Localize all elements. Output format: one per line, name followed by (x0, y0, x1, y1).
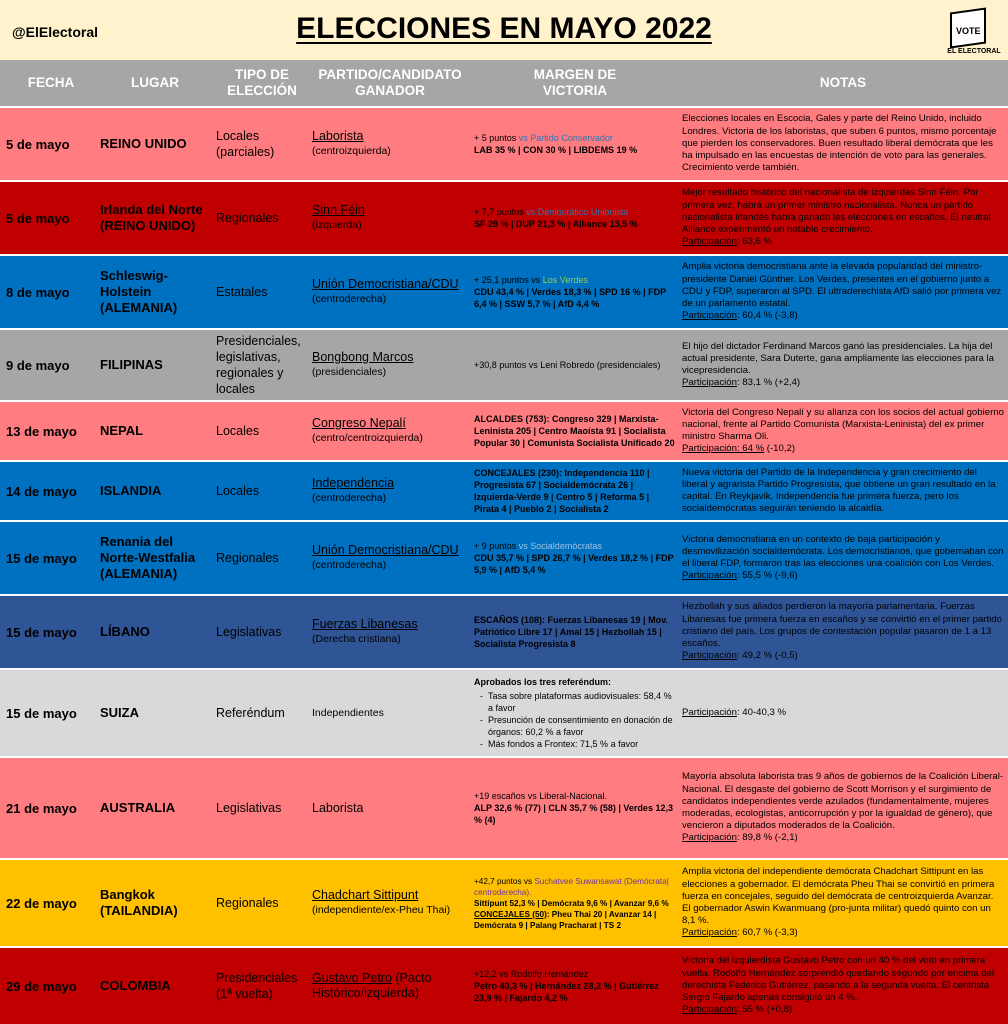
row-notes (682, 402, 1004, 460)
row-party (312, 462, 468, 520)
party-name: Gustavo Petro (312, 971, 392, 985)
referendum-item: - Tasa sobre plataformas audiovisuales: 58,4 % a favor (488, 690, 676, 714)
table-row (0, 668, 1008, 756)
participation-label: Participación (682, 650, 737, 662)
party-sub: (centroderecha) (312, 559, 387, 571)
margin-results: CDU 43,4 % | Verdes 18,3 % | SPD 16 % | FDP 6,4 % | SSW 5,7 % | AfD 4,4 % (474, 287, 666, 309)
participation-label: Participación (682, 927, 737, 939)
participation-value: : 60,4 % (-3,8) (736, 310, 798, 322)
margin-line1: + 7,7 puntos (474, 207, 527, 217)
party-sub: (independiente/ex-Pheu Thai) (312, 904, 451, 916)
ballot-box-logo (944, 4, 1004, 58)
row-notes (682, 522, 1004, 594)
party-sub: (centroizquierda) (312, 145, 391, 157)
referendum-item: - Más fondos a Frontex: 71,5 % a favor (488, 738, 676, 750)
margin-results: Petro 40,3 % | Hernández 28,2 % | Gutiérrez 23,9 % | Fajardo 4,2 % (474, 981, 659, 1003)
row-margin (474, 522, 676, 594)
table-header (0, 60, 1008, 106)
participation-label: Participación (682, 832, 737, 844)
margin-results: SF 29 % | DUP 21,3 % | Alliance 13,5 % (474, 219, 638, 229)
table-row (0, 180, 1008, 254)
row-type: Locales (216, 484, 260, 498)
row-margin (474, 330, 676, 400)
party-sub: (presidenciales) (312, 366, 387, 378)
margin-results: ALCALDES (753): Congreso 329 | Marxista-Leninista 205 | Centro Maoísta 91 | Socialista Popular 30 | Comunista Socialista Unificado 20 (474, 414, 675, 448)
table-row (0, 328, 1008, 400)
margin-line1: + 5 puntos (474, 133, 519, 143)
row-party (312, 256, 468, 328)
party-name: Congreso Nepalí (312, 416, 406, 430)
row-party (312, 330, 468, 400)
row-notes (682, 596, 1004, 668)
councillors-results: : Pheu Thai 20 | Avanzar 14 | Demócrata 9 | Palang Pracharat | TS 2 (474, 909, 657, 930)
logo-vote-label: VOTE (956, 26, 981, 36)
row-notes (682, 462, 1004, 520)
party-sub: (Derecha cristiana) (312, 633, 401, 645)
party-sub: (centro/centroizquierda) (312, 432, 423, 444)
col-party: PARTIDO/CANDIDATO GANADOR (318, 67, 462, 98)
row-margin (474, 860, 676, 946)
margin-results: Sittipunt 52,3 % | Demócrata 9,6 % | Avanzar 9,6 % (474, 898, 669, 908)
row-type: Legislativas (216, 801, 282, 815)
notes-text: Nueva victoria del Partido de la Independencia y gran crecimiento del liberal y agrarista Partido Progresista, que obtiene un gran resultado en la capital. En Reykjavik, Independencia fue primera fuerza, pero los socialdemócratas seguirán teniendo la alcaldía. (682, 466, 996, 515)
row-date: 21 de mayo (6, 800, 77, 816)
notes-text: Elecciones locales en Escocia, Gales y parte del Reino Unido, incluido Londres. Victoria de los laboristas, que suben 6 puntos, mismo porcentaje que pierden los conservadores. Buen resultado liberal demócrata que les ha impulsado en las encuestas de intención de voto para las generales. Crecimiento verde también. (682, 113, 997, 174)
participation-value: : 55 % (+0,8) (736, 1004, 793, 1016)
row-type: Locales (parciales) (216, 129, 275, 159)
row-notes (682, 330, 1004, 400)
party-name: Independientes (312, 706, 384, 719)
participation-value: : 60,7 % (-3,3) (736, 927, 798, 939)
row-date: 29 de mayo (6, 978, 77, 994)
party-sub: (Pacto Histórico/izquierda) (312, 971, 432, 1000)
row-party (312, 758, 468, 858)
participation-label: Participación (682, 310, 737, 322)
margin-line1: +30,8 puntos vs Leni Robredo (presidenciales) (474, 360, 661, 370)
row-place: Renania del Norte-Westfalia (ALEMANIA) (100, 534, 196, 581)
councillors-label: CONCEJALES (50) (474, 909, 547, 919)
party-name: Laborista (312, 800, 364, 815)
row-date: 22 de mayo (6, 895, 77, 911)
row-type: Presidenciales, legislativas, regionales y locales (216, 334, 301, 396)
row-notes (682, 860, 1004, 946)
row-type: Regionales (216, 551, 279, 565)
row-place: FILIPINAS (100, 357, 163, 372)
table-row (0, 594, 1008, 668)
row-margin (474, 758, 676, 858)
row-type: Estatales (216, 285, 268, 299)
row-place: LÍBANO (100, 624, 150, 639)
row-margin (474, 462, 676, 520)
margin-line1: + 9 puntos (474, 541, 519, 551)
row-party (312, 182, 468, 254)
row-date: 9 de mayo (6, 357, 70, 373)
col-notes: NOTAS (819, 75, 867, 90)
row-margin (474, 402, 676, 460)
row-type: Legislativas (216, 625, 282, 639)
table-row (0, 106, 1008, 180)
col-date: FECHA (27, 75, 75, 90)
party-sub: (centroderecha) (312, 492, 387, 504)
row-margin (474, 108, 676, 180)
row-party (312, 860, 468, 946)
row-place: ISLANDIA (100, 483, 162, 498)
table-row (0, 254, 1008, 328)
party-name: Fuerzas Libanesas (312, 617, 418, 631)
notes-text: Mayoría absoluta laborista tras 9 años de gobiernos de la Coalición Liberal-Nacional. El desgaste del gobierno de Scott Morrison y el surgimiento de candidatos independientes verde azulados (fundamentalmente, mujeres moderadas, ecologistas, anticorrupción y por la igualdad de género), que vencieron a diputados moderados de la Coalición. (682, 771, 1004, 832)
participation-value: : 40-40,3 % (736, 706, 787, 718)
margin-results: CDU 35,7 % | SPD 26,7 % | Verdes 18,2 % | FDP 5,9 % | AfD 5,4 % (474, 553, 674, 575)
row-margin (474, 948, 676, 1024)
margin-results: ESCAÑOS (108): Fuerzas Libanesas 19 | Mov. Patriótico Libre 17 | Amal 15 | Hezbollah 15 | Socialista Progresista 8 (474, 615, 668, 649)
row-place: Bangkok (TAILANDIA) (100, 887, 178, 918)
row-place: Schleswig-Holstein (ALEMANIA) (100, 268, 178, 315)
margin-line1: +12,2 vs Rodolfo Hernández (474, 969, 589, 979)
participation-label: Participación: 64 % (682, 443, 765, 455)
col-place: LUGAR (131, 75, 179, 90)
party-name: Chadchart Sittipunt (312, 888, 419, 902)
logo-text: EL ELECTORAL (947, 48, 1001, 55)
row-place: NEPAL (100, 423, 144, 438)
notes-text: Amplia victoria democristiana ante la elevada popularidad del ministro-presidente Daniel Günther. Los Verdes, presentes en el gobierno junto a CDU y FDP, superaron al SPD. El ultraderechista AfD salió por primera vez de un parlamento estatal. (682, 261, 1002, 310)
participation-label: Participación (682, 236, 737, 248)
row-margin (474, 182, 676, 254)
row-date: 13 de mayo (6, 423, 77, 439)
row-party (312, 402, 468, 460)
participation-value: (-10,2) (764, 443, 796, 455)
notes-text: Victoria del Congreso Nepalí y su alianza con los socios del actual gobierno nacional, frente al Partido Comunista (Marxista-Leninista) del ex primer ministro Sharma Oli. (682, 406, 1004, 442)
row-party (312, 522, 468, 594)
referendum-item: - Presunción de consentimiento en donación de órganos: 60,2 % a favor (488, 714, 676, 738)
col-margin: MARGEN DE VICTORIA (533, 67, 617, 98)
party-sub: (centroderecha) (312, 293, 387, 305)
row-notes (682, 948, 1004, 1024)
participation-value: : 89,8 % (-2,1) (736, 832, 798, 844)
participation-label: Participación (682, 570, 737, 582)
table-row (0, 858, 1008, 946)
participation-label: Participación (682, 377, 737, 389)
row-date: 5 de mayo (6, 210, 70, 226)
row-type: Presidenciales (1ª vuelta) (216, 971, 298, 1001)
table-row (0, 520, 1008, 594)
table-row (0, 756, 1008, 858)
row-date: 15 de mayo (6, 550, 77, 566)
party-name: Unión Democristiana/CDU (312, 543, 459, 557)
row-place: Irlanda del Norte (REINO UNIDO) (100, 202, 203, 233)
row-place: COLOMBIA (100, 978, 171, 993)
row-notes (682, 256, 1004, 328)
table-row (0, 400, 1008, 460)
row-margin (474, 596, 676, 668)
row-date: 15 de mayo (6, 705, 77, 721)
table-row (0, 946, 1008, 1024)
margin-line1: +42,7 puntos vs (474, 876, 535, 886)
margin-line1: + 25,1 puntos vs (474, 275, 543, 285)
row-type: Regionales (216, 211, 279, 225)
margin-opponent: vs Democrático Unionista (526, 207, 629, 217)
participation-value: : 83,1 % (+2,4) (736, 377, 801, 389)
row-date: 14 de mayo (6, 483, 77, 499)
margin-opponent: Suchatvee Suwansawat (Demócrata| centroderecha). (474, 876, 669, 897)
notes-text: Victoria democristiana en un contexto de baja participación y desmovilización socialdemócrata. Los democristianos, que gobernaban con el liberal FDP, formaron tras las elecciones una coalición con Los Verdes. (682, 533, 1004, 569)
row-margin (474, 670, 676, 756)
row-notes (682, 758, 1004, 858)
party-name: Sinn Féin (312, 203, 365, 217)
party-name: Unión Democristiana/CDU (312, 277, 459, 291)
row-place: AUSTRALIA (100, 800, 176, 815)
row-place: REINO UNIDO (100, 136, 187, 151)
row-date: 15 de mayo (6, 624, 77, 640)
margin-results: CONCEJALES (230): Independencia 110 | Progresista 67 | Socialdemócrata 26 | Izquierda-Verde 9 | Centro 5 | Reforma 5 | Pirata 4 | Pueblo 2 | Socialista 2 (474, 468, 650, 514)
margin-opponent: Los Verdes (542, 275, 588, 285)
referendum-list (474, 690, 676, 750)
notes-text: El hijo del dictador Ferdinand Marcos ganó las presidenciales. La hija del actual presidente, Sara Duterte, gana ampliamente las elecciones para la vicepresidencia. (682, 340, 994, 376)
row-date: 8 de mayo (6, 284, 70, 300)
col-type: TIPO DE ELECCIÓN (227, 67, 297, 98)
referendum-title: Aprobados los tres referéndum: (474, 677, 612, 687)
row-party (312, 670, 468, 756)
margin-results: ALP 32,6 % (77) | CLN 35,7 % (58) | Verdes 12,3 % (4) (474, 803, 673, 825)
party-name: Laborista (312, 129, 364, 143)
row-party (312, 948, 468, 1024)
row-margin (474, 256, 676, 328)
page-title: ELECCIONES EN MAYO 2022 (296, 12, 712, 45)
party-name: Independencia (312, 476, 395, 490)
margin-line1: +19 escaños vs Liberal-Nacional. (474, 791, 607, 801)
row-type: Locales (216, 424, 260, 438)
row-notes (682, 108, 1004, 180)
row-party (312, 596, 468, 668)
notes-text: Mejor resultado histórico del nacionalista de izquierdas Sinn Féin. Por primera vez, habrá un primer ministro nacionalista. Nunca un partido nacionalista irlandés había ganado las elecciones en escaños. El neutral Alliance experimentó un notable crecimiento. (682, 187, 991, 236)
participation-label: Participación (682, 1004, 737, 1016)
row-date: 5 de mayo (6, 136, 70, 152)
table-row (0, 460, 1008, 520)
row-type: Referéndum (216, 706, 285, 720)
row-notes (682, 182, 1004, 254)
margin-opponent: vs Socialdemócratas (518, 541, 602, 551)
participation-value: : 49,2 % (-0,5) (736, 650, 798, 662)
twitter-handle: @ElElectoral (12, 24, 99, 40)
participation-value: : 55,5 % (-9,6) (736, 570, 798, 582)
row-type: Regionales (216, 896, 279, 910)
row-party (312, 108, 468, 180)
notes-text: Hezbollah y sus aliados perdieron la mayoría parlamentaria. Fuerzas Libanesas fue primera fuerza en escaños y se convirtió en el primer partido cristiano del país. Los grupos de contestación popular pasaron de 1 a 13 escaños. (682, 601, 1002, 650)
margin-results: LAB 35 % | CON 30 % | LIBDEMS 19 % (474, 145, 638, 155)
party-sub: (izquierda) (312, 219, 362, 231)
participation-value: : 63,6 % (736, 236, 773, 248)
header (0, 0, 1008, 60)
party-name: Bongbong Marcos (312, 350, 414, 364)
margin-opponent: vs Partido Conservador (518, 133, 613, 143)
row-notes (682, 670, 1004, 756)
notes-text: Victoria del izquierdista Gustavo Petro con un 40 % del voto en primera vuelta. Rodolfo Hernández sorprendió quedando segundo por encima del derechista Federico Gutiérrez, pasando a la segunda vuelta. El centrista Sergio Fajardo apenas consiguió un 4 %. (682, 955, 995, 1004)
row-place: SUIZA (100, 705, 139, 720)
notes-text: Amplia victoria del independiente demócrata Chadchart Sittipunt en las elecciones a gobernador. El demócrata Pheu Thai se convirtió en primera fuerza en concejales, seguido del demócrata de centroizquierda Avanzar. El gobernador Aswin Kwanmuang (pro-junta militar) quedó quinto con un 8,1 %. (682, 866, 995, 927)
participation-label: Participación (682, 706, 737, 718)
